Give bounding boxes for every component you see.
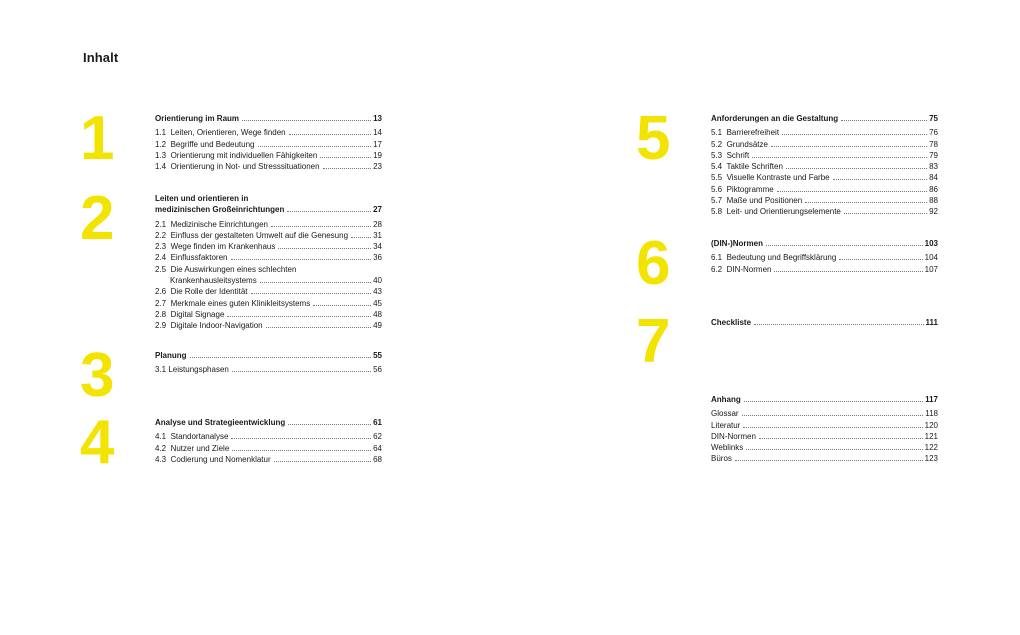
toc-entry[interactable]: 6.2 DIN-Normen 107 — [711, 264, 938, 274]
toc-entry[interactable]: 1.4 Orientierung in Not- und Stresssituationen 23 — [155, 162, 382, 172]
toc-entry[interactable]: 1.2 Begriffe und Bedeutung 17 — [155, 139, 382, 149]
toc-entry[interactable]: DIN-Normen 121 — [711, 431, 938, 441]
chapter-number: 1 — [80, 104, 115, 173]
toc-entry[interactable]: Literatur 120 — [711, 420, 938, 430]
toc-entry[interactable]: 5.7 Maße und Positionen 88 — [711, 196, 938, 206]
toc-entry[interactable]: 5.8 Leit- und Orientierungselemente 92 — [711, 207, 938, 217]
toc-entry[interactable]: 2.6 Die Rolle der Identität 43 — [155, 287, 382, 297]
appendix-entries — [711, 394, 938, 465]
chapter-1-entries — [155, 113, 382, 172]
chapter-3-entries — [155, 350, 382, 376]
chapter-4-entries — [155, 417, 382, 465]
toc-entry[interactable]: Glossar 118 — [711, 409, 938, 419]
toc-entry[interactable]: 4.1 Standortanalyse 62 — [155, 432, 382, 442]
toc-chapter-title[interactable]: Anforderungen an die Gestaltung 75 — [711, 114, 938, 123]
toc-entry[interactable]: 6.1 Bedeutung und Begriffsklärung 104 — [711, 253, 938, 263]
toc-entry[interactable]: 2.1 Medizinische Einrichtungen 28 — [155, 219, 382, 229]
toc-entry[interactable]: Krankenhausleitsystems 40 — [170, 276, 382, 286]
toc-chapter-title-line1: Leiten und orientieren in — [155, 194, 249, 203]
toc-entry-line1[interactable]: 2.5 Die Auswirkungen eines schlechten — [155, 264, 297, 274]
chapter-number: 3 — [80, 341, 115, 410]
toc-entry[interactable]: 2.8 Digital Signage 48 — [155, 309, 382, 319]
toc-entry[interactable]: 5.3 Schrift 79 — [711, 150, 938, 160]
chapter-number: 4 — [80, 408, 115, 477]
chapter-number: 7 — [636, 307, 671, 376]
toc-entry[interactable]: Weblinks 122 — [711, 443, 938, 453]
chapter-6-entries — [711, 238, 938, 275]
toc-entry[interactable]: 4.2 Nutzer und Ziele 64 — [155, 443, 382, 453]
toc-entry[interactable]: Büros 123 — [711, 454, 938, 464]
toc-chapter-title[interactable]: (DIN-)Normen 103 — [711, 239, 938, 248]
chapter-2-entries — [155, 193, 382, 332]
toc-entry[interactable]: 1.1 Leiten, Orientieren, Wege finden 14 — [155, 128, 382, 138]
toc-entry[interactable]: 2.3 Wege finden im Krankenhaus 34 — [155, 242, 382, 252]
toc-chapter-title[interactable]: Orientierung im Raum 13 — [155, 114, 382, 123]
toc-entry[interactable]: 2.9 Digitale Indoor-Navigation 49 — [155, 321, 382, 331]
toc-chapter-title[interactable]: medizinischen Großeinrichtungen 27 — [155, 205, 382, 215]
page-title: Inhalt — [83, 50, 119, 65]
toc-entry[interactable]: 5.1 Barrierefreiheit 76 — [711, 128, 938, 138]
toc-entry[interactable]: 5.6 Piktogramme 86 — [711, 184, 938, 194]
chapter-5-entries — [711, 113, 938, 218]
toc-entry[interactable]: 1.3 Orientierung mit individuellen Fähigkeiten 19 — [155, 150, 382, 160]
toc-entry[interactable]: 5.4 Taktile Schriften 83 — [711, 162, 938, 172]
toc-entry[interactable]: 3.1 Leistungsphasen 56 — [155, 365, 382, 375]
toc-chapter-title[interactable]: Planung 55 — [155, 351, 382, 360]
chapter-number: 6 — [636, 229, 671, 298]
toc-entry[interactable]: 2.2 Einfluss der gestalteten Umwelt auf die Genesung 31 — [155, 230, 382, 240]
toc-appendix-title[interactable]: Anhang 117 — [711, 395, 938, 404]
chapter-number: 2 — [80, 184, 115, 253]
toc-entry[interactable]: 5.5 Visuelle Kontraste und Farbe 84 — [711, 173, 938, 183]
toc-entry[interactable]: 2.7 Merkmale eines guten Klinikleitsystems 45 — [155, 298, 382, 308]
toc-chapter-title[interactable]: Analyse und Strategieentwicklung 61 — [155, 418, 382, 427]
chapter-number: 5 — [636, 104, 671, 173]
toc-entry[interactable]: 2.4 Einflussfaktoren 36 — [155, 253, 382, 263]
chapter-7-entries — [711, 317, 938, 328]
toc-entry[interactable]: 4.3 Codierung und Nomenklatur 68 — [155, 454, 382, 464]
toc-entry[interactable]: 5.2 Grundsätze 78 — [711, 139, 938, 149]
toc-chapter-title[interactable]: Checkliste 111 — [711, 318, 938, 327]
